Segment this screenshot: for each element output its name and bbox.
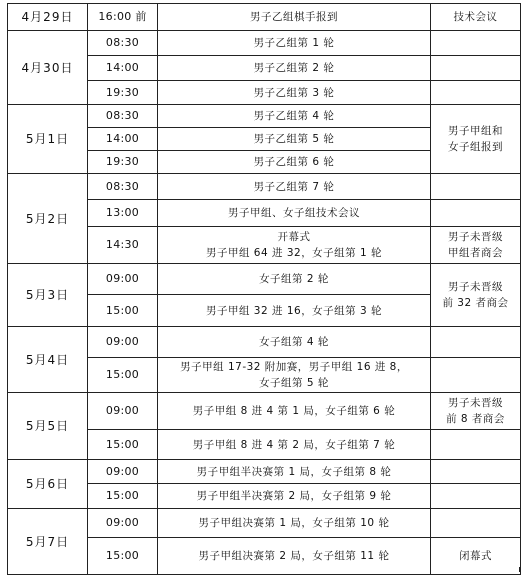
- event-cell: [158, 151, 431, 174]
- date-cell: 5月3日: [8, 264, 88, 327]
- time-cell: 13:00: [88, 200, 158, 227]
- event-cell: [158, 4, 431, 31]
- event-cell: [158, 128, 431, 151]
- time-cell: 08:30: [88, 31, 158, 56]
- table-row: [8, 264, 521, 295]
- time-cell: 09:00: [88, 509, 158, 538]
- time-cell: 15:00: [88, 484, 158, 509]
- note-line: 闭幕式: [459, 550, 492, 562]
- note-line: 男子未晋级: [448, 231, 503, 243]
- event-cell: [158, 227, 431, 264]
- event-line: 开幕式: [277, 231, 311, 243]
- note-line: 男子未晋级: [448, 397, 503, 409]
- note-cell: [431, 31, 521, 56]
- event-cell: [158, 56, 431, 81]
- note-line: 男子甲组和: [448, 125, 503, 137]
- table-row: [8, 460, 521, 484]
- event-line: 男子乙组第 3 轮: [253, 86, 335, 99]
- time-cell: 09:00: [88, 460, 158, 484]
- event-line: 男子甲组决赛第 2 局，女子组第 11 轮: [198, 550, 390, 562]
- event-cell: [158, 393, 431, 430]
- event-line: 女子组第 4 轮: [259, 336, 329, 348]
- time-cell: 15:00: [88, 430, 158, 460]
- note-cell: [431, 4, 521, 31]
- event-cell: [158, 484, 431, 509]
- event-line: 男子乙组第 6 轮: [253, 156, 335, 168]
- time-cell: 14:00: [88, 56, 158, 81]
- note-cell: [431, 358, 521, 393]
- event-line: 男子乙组第 2 轮: [253, 62, 335, 74]
- table-row: [8, 327, 521, 358]
- event-line: 男子甲组 64 进 32，女子组第 1 轮: [205, 247, 383, 259]
- date-cell: 4月30日: [8, 31, 88, 105]
- table-row: [8, 4, 521, 31]
- event-line: 男子乙组棋手报到: [250, 11, 338, 23]
- table-row: [8, 393, 521, 430]
- note-cell: [431, 509, 521, 538]
- note-line: 前 32 者商会: [442, 297, 509, 309]
- note-cell: [431, 327, 521, 358]
- event-cell: [158, 31, 431, 56]
- time-cell: 08:30: [88, 174, 158, 200]
- time-cell: 19:30: [88, 81, 158, 105]
- event-cell: [158, 430, 431, 460]
- time-cell: 09:00: [88, 393, 158, 430]
- event-cell: [158, 295, 431, 327]
- table-row: [8, 174, 521, 200]
- table-continuation: [7, 567, 520, 572]
- date-cell: 4月29日: [8, 4, 88, 31]
- note-line: 男子未晋级: [448, 281, 503, 293]
- event-cell: [158, 200, 431, 227]
- event-line: 男子甲组 8 进 4 第 2 局，女子组第 7 轮: [192, 438, 396, 451]
- time-cell: 09:00: [88, 264, 158, 295]
- event-line: 男子甲组 17-32 附加赛，男子甲组 16 进 8，: [180, 361, 408, 373]
- date-cell: 5月6日: [8, 460, 88, 509]
- note-line: 女子组报到: [448, 141, 503, 153]
- table-row: [8, 105, 521, 128]
- time-cell: 15:00: [88, 538, 158, 575]
- time-cell: 15:00: [88, 358, 158, 393]
- event-line: 男子甲组半决赛第 1 局，女子组第 8 轮: [196, 465, 392, 478]
- event-cell: [158, 509, 431, 538]
- table-row: [8, 31, 521, 56]
- event-line: 男子甲组 8 进 4 第 1 局，女子组第 6 轮: [192, 405, 396, 417]
- note-line: 前 8 者商会: [446, 413, 505, 425]
- note-cell: [431, 264, 521, 327]
- event-line: 男子甲组半决赛第 2 局，女子组第 9 轮: [196, 490, 392, 502]
- event-line: 男子乙组第 7 轮: [253, 180, 335, 193]
- note-cell: [431, 56, 521, 81]
- event-line: 男子乙组第 4 轮: [253, 110, 335, 122]
- time-cell: 14:30: [88, 227, 158, 264]
- schedule-table: [7, 3, 521, 575]
- time-cell: 15:00: [88, 295, 158, 327]
- event-cell: [158, 358, 431, 393]
- event-line: 女子组第 2 轮: [259, 273, 329, 285]
- note-line: 甲组者商会: [448, 247, 503, 259]
- note-cell: [431, 460, 521, 484]
- time-cell: 19:30: [88, 151, 158, 174]
- note-cell: [431, 484, 521, 509]
- time-cell: 09:00: [88, 327, 158, 358]
- event-cell: [158, 264, 431, 295]
- date-cell: 5月1日: [8, 105, 88, 174]
- note-cell: [431, 200, 521, 227]
- event-cell: [158, 105, 431, 128]
- event-line: 男子乙组第 1 轮: [253, 37, 335, 49]
- event-cell: [158, 460, 431, 484]
- note-cell: [431, 81, 521, 105]
- time-cell: 14:00: [88, 128, 158, 151]
- event-cell: [158, 174, 431, 200]
- date-cell: 5月4日: [8, 327, 88, 393]
- date-cell: 5月5日: [8, 393, 88, 460]
- note-cell: [431, 227, 521, 264]
- date-cell: 5月7日: [8, 509, 88, 575]
- note-cell: [431, 393, 521, 430]
- note-cell: [431, 174, 521, 200]
- event-line: 男子甲组、女子组技术会议: [228, 207, 360, 219]
- event-line: 男子甲组决赛第 1 局，女子组第 10 轮: [198, 517, 390, 529]
- table-row: [8, 509, 521, 538]
- time-cell: 16:00 前: [88, 4, 158, 31]
- time-cell: 08:30: [88, 105, 158, 128]
- event-cell: [158, 327, 431, 358]
- event-line: 男子甲组 32 进 16，女子组第 3 轮: [205, 304, 383, 317]
- date-cell: 5月2日: [8, 174, 88, 264]
- event-line: 男子乙组第 5 轮: [253, 133, 335, 145]
- note-cell: [431, 105, 521, 174]
- event-cell: [158, 81, 431, 105]
- event-line: 女子组第 5 轮: [259, 377, 329, 389]
- note-line: 技术会议: [453, 11, 498, 23]
- note-cell: [431, 430, 521, 460]
